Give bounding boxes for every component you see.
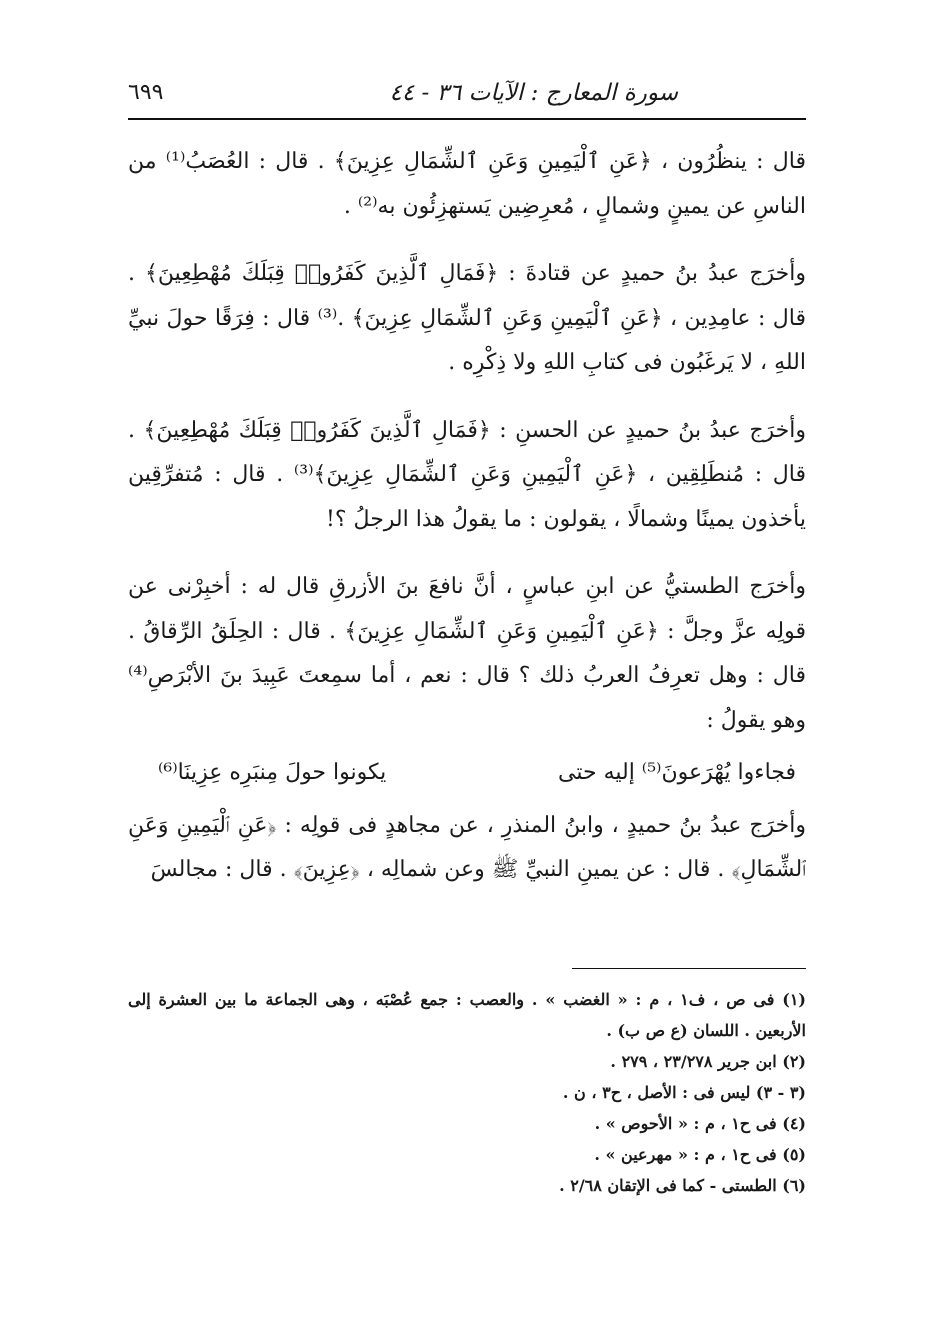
footnote: (٤) فى ح١ ، م : « الأحوص » . [594,1114,806,1133]
page-number: ٦٩٩ [128,80,164,105]
verse-first-hemistich: فجاءوا يُهْرَعونَ⁽⁵⁾ إليه حتى [558,760,796,785]
paragraph: وأخرَج عبدُ بنُ حميدٍ عن الحسنِ : ﴿فَمَالِ ٱلَّذِينَ كَفَرُوا۟ قِبَلَكَ مُهْطِعِينَ﴾ . قال : مُنطَلِقِين ، ﴿عَنِ ٱلْيَمِينِ وَعَنِ ٱلشِّمَالِ عِزِينَ﴾⁽³⁾ . قال : مُتفرِّقِين يأخذون يمينًا وشمالًا ، يقولون : ما يقولُ هذا الرجلُ ؟! [128,417,806,532]
chapter-title: سورة المعارج : الآيات ٣٦ - ٤٤ [389,80,678,106]
paragraph: وأخرَج عبدُ بنُ حميدٍ ، وابنُ المنذرِ ، عن مجاهدٍ فى قولِه : ﴿عَنِ ٱلْيَمِينِ وَعَنِ ٱلشِّمَالِ﴾ . قال : عن يمينِ النبيِّ ﷺ وعن شمالِه ، ﴿عِزِينَ﴾ . قال : مجالسَ [128,812,806,882]
main-text [128,140,806,916]
poetry-verse [128,751,806,796]
verse-second-hemistich: يكونوا حولَ مِنبَرِه عِزِينَا⁽⁶⁾ [158,760,387,785]
paragraph: وأخرَج عبدُ بنُ حميدٍ عن قتادةَ : ﴿فَمَالِ ٱلَّذِينَ كَفَرُوا۟ قِبَلَكَ مُهْطِعِينَ﴾ . قال : عامِدِين ، ﴿عَنِ ٱلْيَمِينِ وَعَنِ ٱلشِّمَالِ عِزِينَ﴾ .⁽³⁾ قال : فِرَقًا حولَ نبيِّ اللهِ ، لا يَرغَبُون فى كتابِ اللهِ ولا ذِكْرِه . [128,261,806,375]
footnote: (٥) فى ح١ ، م : « مهرعين » . [594,1145,806,1164]
footnotes [128,984,806,1201]
paragraph: قال : ينظُرُون ، ﴿عَنِ ٱلْيَمِينِ وَعَنِ ٱلشِّمَالِ عِزِينَ﴾ . قال : العُصَبُ⁽¹⁾ من الناسِ عن يمينٍ وشمالٍ ، مُعرِضِين يَستهزِئُون به⁽²⁾ . [128,149,806,219]
footnote-separator [572,968,806,969]
running-header [128,74,804,118]
header-rule [128,118,806,120]
footnote: (٣ - ٣) ليس فى : الأصل ، ح٣ ، ن . [562,1083,806,1102]
footnote: (٢) ابن جرير ٢٣/٢٧٨ ، ٢٧٩ . [610,1052,806,1071]
footnote: (٦) الطستى - كما فى الإتقان ٢/٦٨ . [559,1176,806,1195]
footnote: (١) فى ص ، ف١ ، م : « الغضب » . والعصب : جمع عُصْبَه ، وهى الجماعة ما بين العشرة إلى الأربعين . اللسان (ع ص ب) . [128,990,806,1040]
paragraph: وأخرَج الطستيُّ عن ابنِ عباسٍ ، أنَّ نافعَ بنَ الأزرقِ قال له : أخبِرْنى عن قولِه عزَّ وجلَّ : ﴿عَنِ ٱلْيَمِينِ وَعَنِ ٱلشِّمَالِ عِزِينَ﴾ . قال : الحِلَقُ الرِّقاقُ . قال : وهل تعرِفُ العربُ ذلك ؟ قال : نعم ، أما سمِعتَ عَبِيدَ بنَ الأبْرَصِ⁽⁴⁾ وهو يقولُ : [128,574,806,733]
